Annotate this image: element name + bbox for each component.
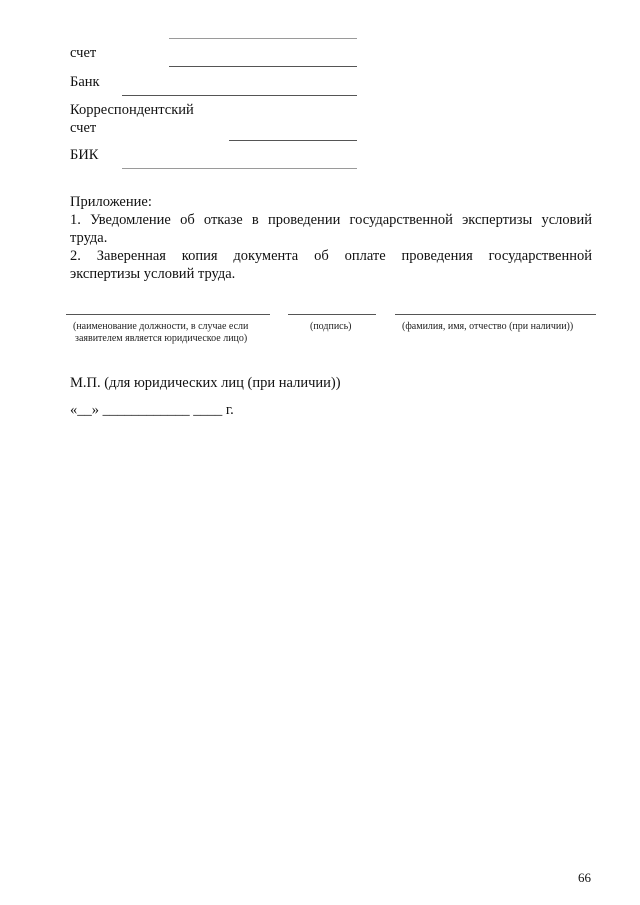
stamp-place-label: М.П. (для юридических лиц (при наличии))	[70, 375, 341, 391]
account-field-line[interactable]	[169, 66, 357, 67]
date-line: «__» ____________ ____ г.	[70, 402, 234, 418]
corr-account-field-line[interactable]	[229, 140, 357, 141]
bik-field-line[interactable]	[122, 168, 357, 169]
bik-label: БИК	[70, 147, 99, 163]
attachment-item-2-line2: экспертизы условий труда.	[70, 266, 236, 282]
attachment-item-2-line1: 2. Заверенная копия документа об оплате проведения государственной	[70, 248, 592, 264]
full-name-signature-line[interactable]	[395, 314, 596, 315]
bank-field-line[interactable]	[122, 95, 357, 96]
position-caption-line1: (наименование должности, в случае если	[73, 321, 249, 332]
attachments-heading: Приложение:	[70, 194, 152, 210]
bank-label: Банк	[70, 74, 100, 90]
account-top-line	[169, 38, 357, 39]
attachment-item-1-line1: 1. Уведомление об отказе в проведении государственной экспертизы условий	[70, 212, 592, 228]
full-name-caption: (фамилия, имя, отчество (при наличии))	[402, 321, 574, 332]
account-label: счет	[70, 45, 97, 61]
attachment-item-1-line2: труда.	[70, 230, 108, 246]
page-number: 66	[578, 870, 591, 885]
signature-caption: (подпись)	[310, 321, 352, 332]
corr-account-label-line1: Корреспондентский	[70, 102, 194, 118]
signature-line[interactable]	[288, 314, 376, 315]
position-caption-line2: заявителем является юридическое лицо)	[75, 333, 248, 344]
corr-account-label-line2: счет	[70, 120, 97, 136]
position-signature-line[interactable]	[66, 314, 270, 315]
